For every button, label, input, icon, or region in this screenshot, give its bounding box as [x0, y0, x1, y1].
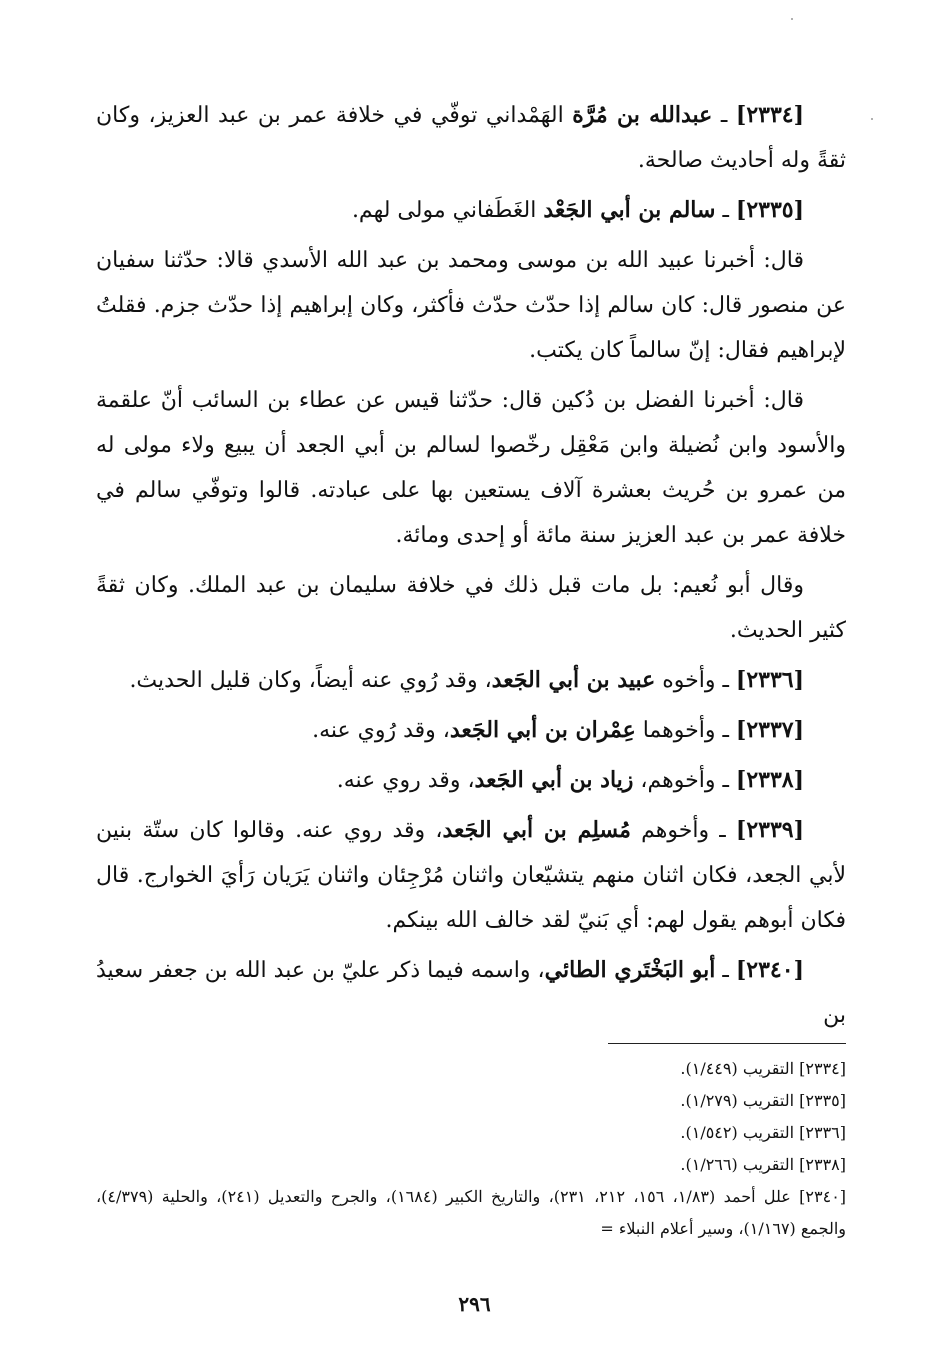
entry-number: [٢٣٣٧]	[735, 717, 804, 743]
entry-2339: [٢٣٣٩] ـ وأخوهم مُسلِم بن أبي الجَعد، وقد روي عنه. وقالوا كان ستّة بنين لأبي الجعد، فكان اثنان منهم يتشيّعان واثنان مُرْجِئان واثنان يَرَيان رَأيَ الخوارج. قال فكان أبوهم يقول لهم: أي بَنيّ لقد خالف الله بينكم.	[96, 817, 846, 933]
entry-number: [٢٣٣٤]	[735, 102, 804, 128]
entry-name: أبو البَخْتَري الطائي	[544, 957, 716, 983]
entry-2337: [٢٣٣٧] ـ وأخوهما عِمْران بن أبي الجَعد، وقد رُوي عنه.	[312, 717, 804, 743]
entry-2340: [٢٣٤٠] ـ أبو البَخْتَري الطائي، واسمه فيما ذكر عليّ بن عبد الله بن جعفر سعيدُ بن	[96, 957, 846, 1028]
page-number: ٢٩٦	[458, 1292, 491, 1316]
entry-number: [٢٣٣٩]	[735, 817, 804, 843]
main-text	[96, 93, 846, 1043]
entry-number: [٢٣٤٠]	[735, 957, 804, 983]
entry-name: سالم بن أبي الجَعْد	[543, 197, 716, 223]
entry-2336: [٢٣٣٦] ـ وأخوه عبيد بن أبي الجَعد، وقد رُوي عنه أيضاً، وكان قليل الحديث.	[129, 667, 804, 693]
footnotes	[96, 1053, 846, 1245]
scan-speck	[871, 118, 873, 120]
footnote: [٢٣٣٥] التقريب (١/٢٧٩).	[680, 1091, 846, 1110]
paragraph: قال: أخبرنا الفضل بن دُكين قال: حدّثنا قيس عن عطاء بن السائب أنّ علقمة والأسود وابن نُضيلة وابن مَعْقِل رخّصوا لسالم بن أبي الجعد أن يبيع ولاء مولى له من عمرو بن حُريث بعشرة آلاف يستعين بها على عبادته. قالوا وتوفّي سالم في خلافة عمر بن عبد العزيز سنة مائة أو إحدى ومائة.	[96, 388, 846, 548]
footnote-separator	[608, 1043, 846, 1044]
footnote: [٢٣٤٠] علل أحمد (١/٨٣، ١٥٦، ٢١٢، ٢٣١)، والتاريخ الكبير (١٦٨٤)، والجرح والتعديل (٢٤١)، والحلية (٤/٣٧٩)، والجمع (١/١٦٧)، وسير أعلام النبلاء =	[96, 1187, 847, 1238]
entry-name: عبيد بن أبي الجَعد	[491, 667, 656, 693]
entry-name: عبدالله بن مُرَّة	[572, 102, 713, 128]
entry-2335: [٢٣٣٥] ـ سالم بن أبي الجَعْد الغَطَفاني مولى لهم.	[351, 197, 804, 223]
entry-name: مُسلِم بن أبي الجَعد	[442, 817, 631, 843]
entry-2338: [٢٣٣٨] ـ وأخوهم، زياد بن أبي الجَعد، وقد روي عنه.	[336, 767, 804, 793]
paragraph: قال: أخبرنا عبيد الله بن موسى ومحمد بن عبد الله الأسدي قالا: حدّثنا سفيان عن منصور قال: كان سالم إذا حدّث حدّث فأكثر، وكان إبراهيم إذا حدّث جزم. فقلتُ لإبراهيم فقال: إنّ سالماً كان يكتب.	[96, 248, 846, 363]
entry-number: [٢٣٣٨]	[735, 767, 804, 793]
entry-number: [٢٣٣٦]	[735, 667, 804, 693]
footnote: [٢٣٣٦] التقريب (١/٥٤٢).	[680, 1123, 846, 1142]
footnote: [٢٣٣٨] التقريب (١/٢٦٦).	[680, 1155, 846, 1174]
entry-2334: [٢٣٣٤] ـ عبدالله بن مُرَّة الهَمْداني توفّي في خلافة عمر بن عبد العزيز، وكان ثقةً وله أحاديث صالحة.	[96, 102, 846, 173]
entry-name: عِمْران بن أبي الجَعد	[449, 717, 636, 743]
scan-speck	[791, 18, 793, 20]
paragraph: وقال أبو نُعيم: بل مات قبل ذلك في خلافة سليمان بن عبد الملك. وكان ثقةً كثير الحديث.	[96, 573, 846, 643]
entry-number: [٢٣٣٥]	[735, 197, 804, 223]
footnote: [٢٣٣٤] التقريب (١/٤٤٩).	[680, 1059, 846, 1078]
entry-name: زياد بن أبي الجَعد	[474, 767, 634, 793]
